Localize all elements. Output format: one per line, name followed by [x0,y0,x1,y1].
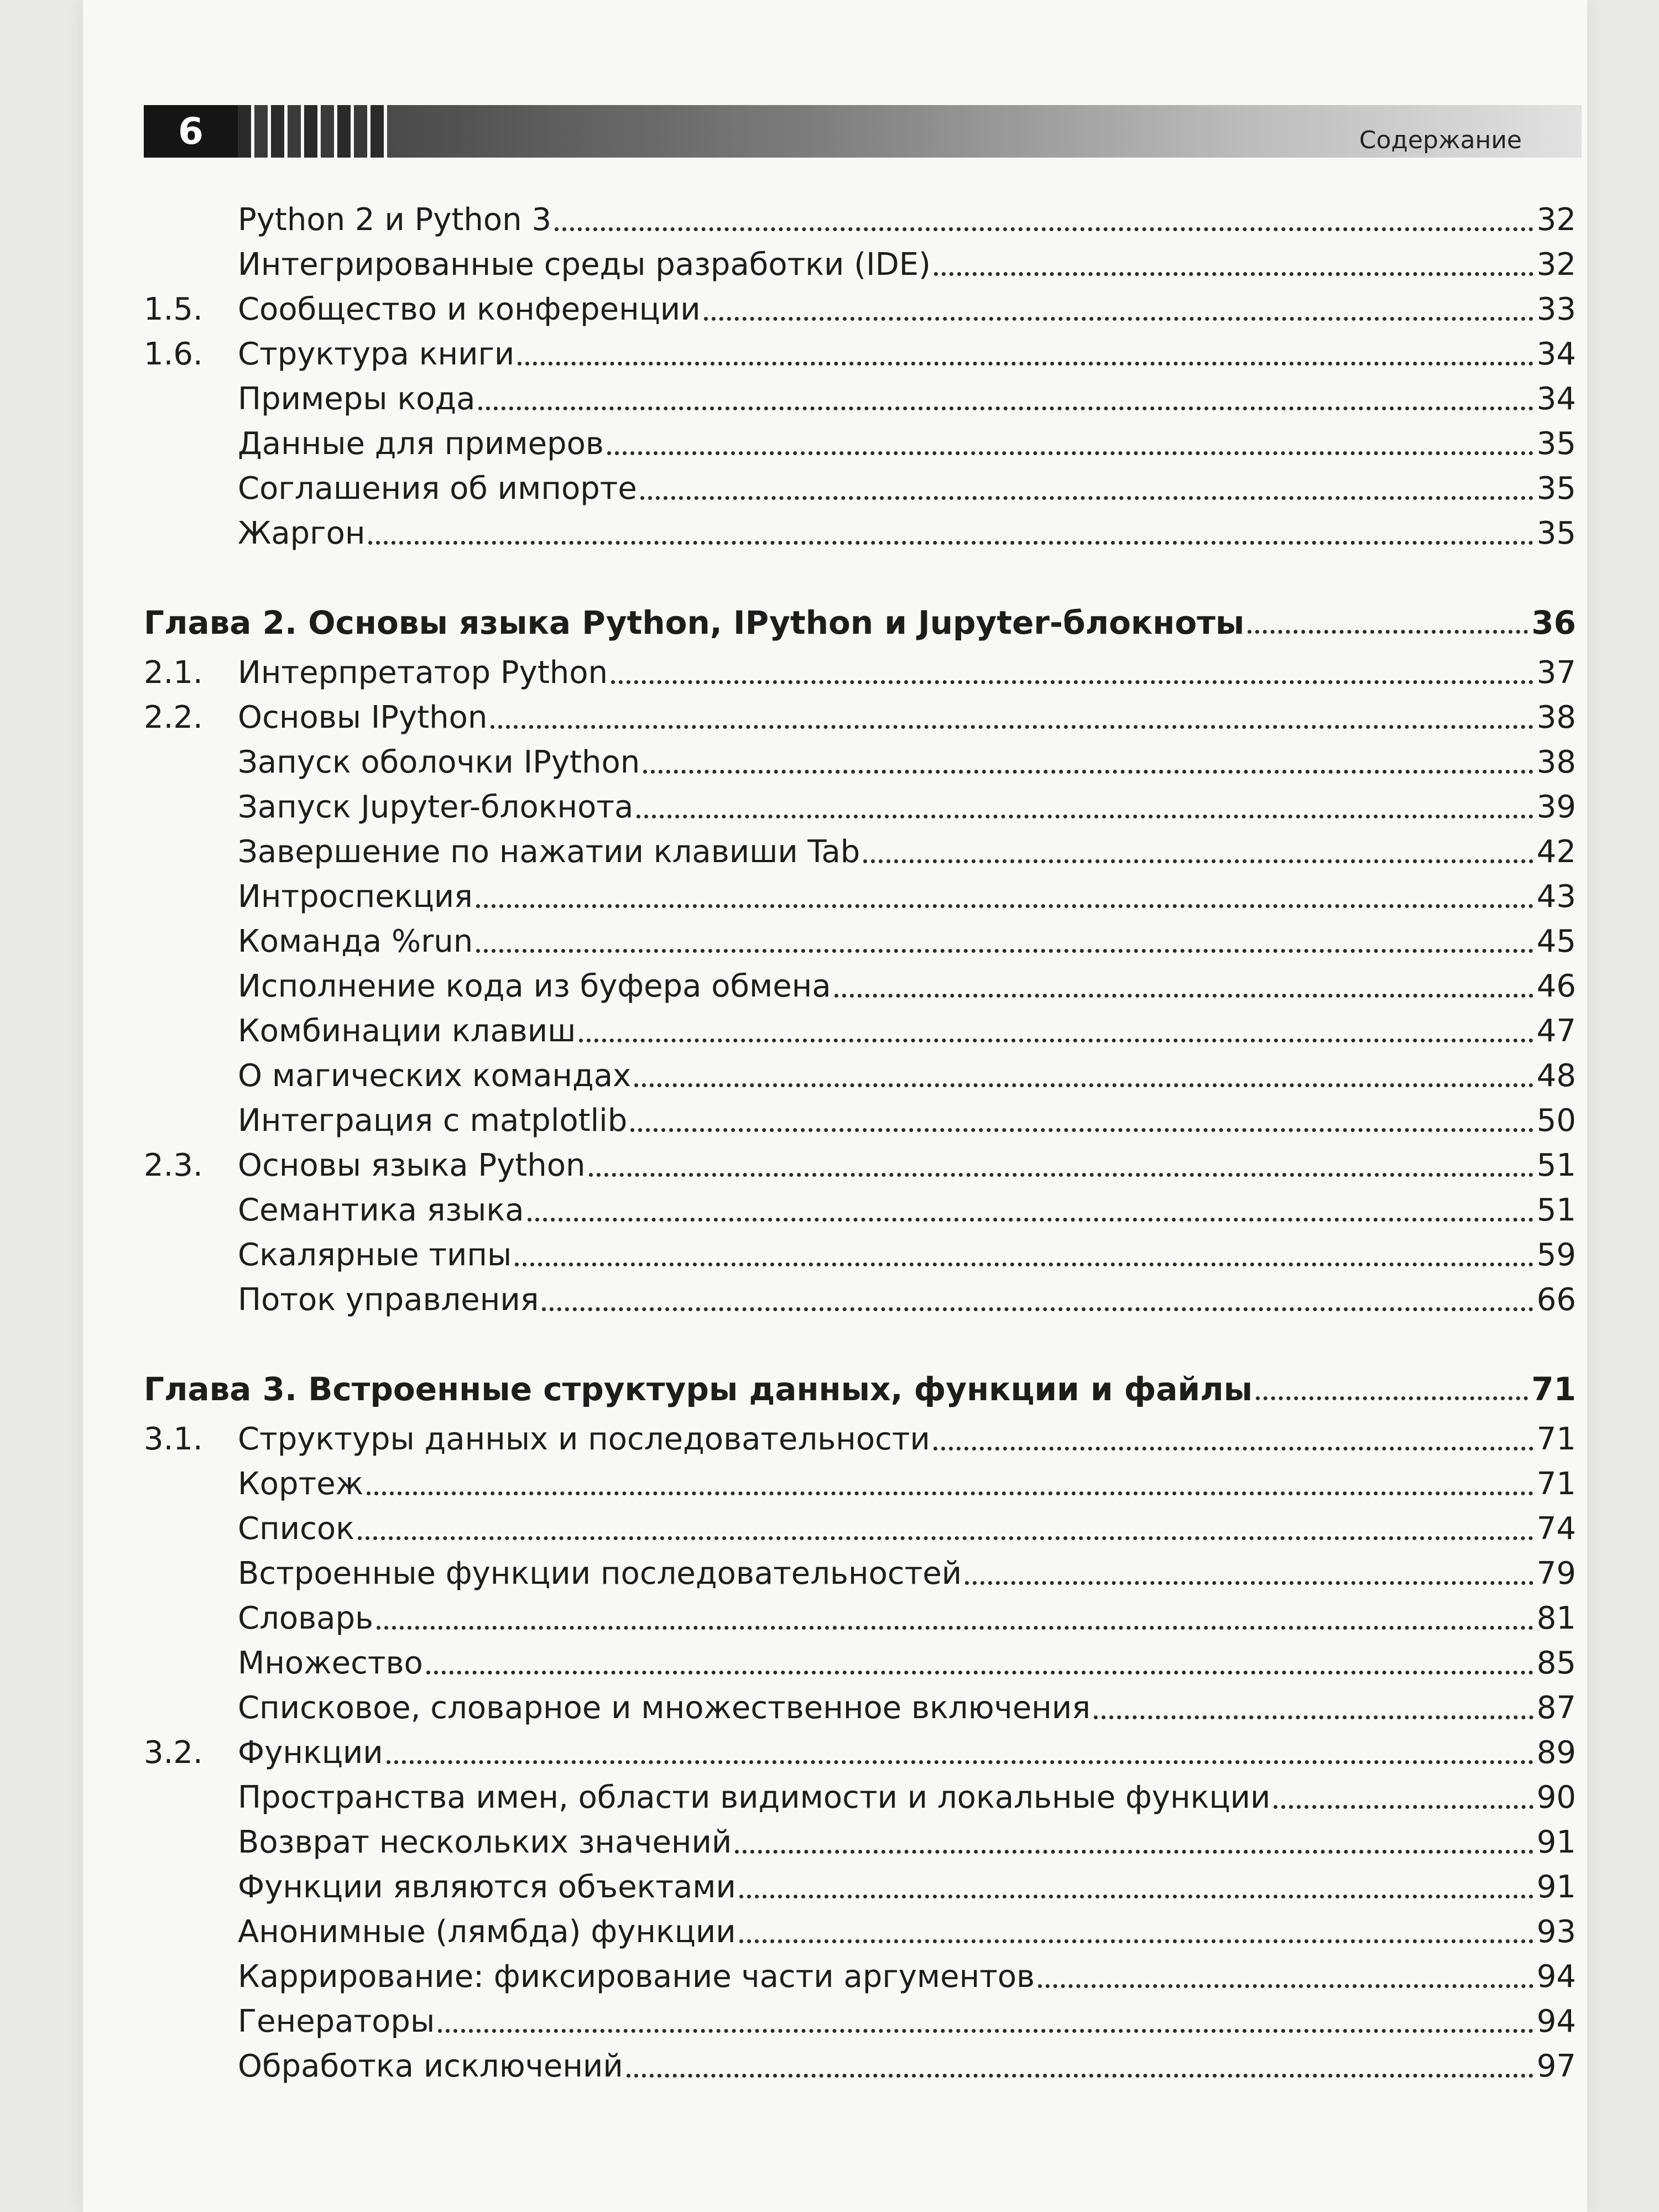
dot-leader [965,1581,1533,1585]
toc-entry-title: Python 2 и Python 3 [238,202,552,238]
toc-row [144,1771,1576,1815]
toc-page-number: 37 [1536,655,1576,691]
dot-leader [1038,1984,1533,1988]
toc-entry-title: Интерпретатор Python [238,655,608,691]
toc-entry-title: Словарь [238,1600,374,1636]
toc-page-number: 71 [1536,1466,1576,1502]
toc-row [144,1592,1576,1636]
toc-row [144,1995,1576,2039]
toc-entry-title: Запуск Jupyter-блокнота [238,789,634,825]
toc-entry-title: Встроенные функции последовательностей [238,1556,962,1592]
toc-row [144,736,1576,780]
dot-leader [476,904,1533,908]
toc-section-number: 2.1. [144,655,203,691]
toc-entry-title: Соглашения об импорте [238,471,637,507]
toc-entry-title: Запуск оболочки IPython [238,744,640,780]
dot-leader [367,1491,1533,1495]
toc-entry-title: Глава 2. Основы языка Python, IPython и Jupyter-блокноты [144,604,1245,641]
toc-page-number: 89 [1536,1735,1576,1771]
toc-entry-title: Списковое, словарное и множественное включения [238,1690,1091,1726]
dot-leader [579,1039,1533,1042]
toc-row [144,1682,1576,1726]
toc-entry-title: Интроспекция [238,879,473,915]
toc-page-number: 35 [1536,471,1576,507]
toc-page-number: 91 [1536,1824,1576,1860]
toc-page-number: 66 [1536,1282,1576,1318]
toc-row [144,1413,1576,1457]
dot-leader [426,1671,1533,1674]
dot-leader [491,725,1533,729]
toc-entry-title: Основы языка Python [238,1147,586,1183]
toc-section-number: 1.6. [144,336,203,372]
toc-page-number: 38 [1536,744,1576,780]
toc-entry-title: Скалярные типы [238,1237,512,1273]
toc-row [144,1184,1576,1228]
toc-entry-title: Комбинации клавиш [238,1013,576,1049]
dot-leader [476,949,1533,953]
page-number: 6 [144,105,238,158]
toc-page-number: 87 [1536,1690,1576,1726]
toc-entry-title: Обработка исключений [238,2048,623,2084]
toc-row [144,1050,1576,1094]
toc-row [144,1861,1576,1905]
toc-row [144,328,1576,372]
toc-row [144,373,1576,417]
toc-page-number: 59 [1536,1237,1576,1273]
dot-leader [735,1850,1533,1854]
toc-entry-title: Интеграция с matplotlib [238,1103,628,1139]
toc-page-number: 51 [1536,1192,1576,1228]
toc-entry-title: Структуры данных и последовательности [238,1421,930,1457]
toc-page-number: 43 [1536,879,1576,915]
toc-page-number: 45 [1536,924,1576,959]
toc-row [144,1816,1576,1860]
toc-page-number: 85 [1536,1645,1576,1681]
toc-page-number: 71 [1531,1370,1576,1408]
toc-page-number: 33 [1536,291,1576,327]
toc-entry-title: Возврат нескольких значений [238,1824,732,1860]
toc-entry-title: Интегрированные среды разработки (IDE) [238,247,931,283]
toc-entry-title: Сообщество и конференции [238,291,701,327]
toc-row [144,418,1576,462]
toc-page-number: 50 [1536,1103,1576,1139]
dot-leader [627,2074,1533,2078]
toc-section-number: 2.2. [144,700,203,735]
toc-entry-title: Множество [238,1645,423,1681]
toc-page-number: 91 [1536,1869,1576,1905]
dot-leader [637,815,1533,818]
toc-page-number: 97 [1536,2048,1576,2084]
dot-leader [1274,1805,1533,1809]
dot-leader [640,496,1533,500]
toc-entry-title: Анонимные (лямбда) функции [238,1914,736,1950]
toc-page-number: 36 [1531,604,1576,641]
toc-page-number: 90 [1536,1780,1576,1815]
toc-entry-title: Команда %run [238,924,473,959]
toc-row [144,1458,1576,1502]
toc-row [144,2040,1576,2084]
dot-leader [1094,1715,1533,1719]
toc-entry-title: Исполнение кода из буфера обмена [238,968,831,1004]
toc-page-number: 35 [1536,515,1576,551]
toc-page-number: 38 [1536,700,1576,735]
toc-entry-title: Семантика языка [238,1192,524,1228]
header-stripes [238,105,387,158]
toc-page-number: 39 [1536,789,1576,825]
toc-row [144,691,1576,735]
toc-row [144,1950,1576,1995]
dot-leader [704,317,1533,321]
toc-row [144,1094,1576,1139]
dot-leader [387,1760,1533,1764]
running-head: Содержание [1359,126,1522,154]
dot-leader [611,680,1533,684]
toc-row [144,283,1576,327]
toc-page-number: 51 [1536,1147,1576,1183]
dot-leader [478,406,1533,410]
toc-section-number: 2.3. [144,1147,203,1183]
dot-leader [358,1536,1533,1540]
toc-chapter-row [144,596,1576,640]
dot-leader [934,272,1533,276]
toc-row [144,1005,1576,1049]
dot-leader [377,1626,1533,1630]
toc-entry-title: Структура книги [238,336,515,372]
toc-row [144,507,1576,551]
dot-leader [933,1447,1533,1451]
dot-leader [739,1939,1533,1943]
toc-row [144,915,1576,959]
toc-entry-title: Данные для примеров [238,426,604,462]
dot-leader [739,1895,1533,1898]
dot-leader [634,1083,1533,1087]
toc-page-number: 34 [1536,336,1576,372]
toc-entry-title: Завершение по нажатии клавиши Tab [238,834,860,870]
toc-row [144,1906,1576,1950]
toc-row [144,1726,1576,1771]
toc-page-number: 32 [1536,247,1576,283]
toc-entry-title: Глава 3. Встроенные структуры данных, функции и файлы [144,1370,1253,1408]
toc-entry-title: О магических командах [238,1058,632,1094]
dot-leader [607,451,1533,455]
dot-leader [834,994,1533,998]
toc-entry-title: Примеры кода [238,381,476,417]
toc-page-number: 74 [1536,1511,1576,1547]
book-page [83,0,1587,2212]
toc-entry-title: Жаргон [238,515,366,551]
toc-row [144,870,1576,915]
dot-leader [1256,1396,1528,1400]
toc-entry-title: Список [238,1511,354,1547]
dot-leader [518,362,1533,366]
toc-entry-title: Кортеж [238,1466,364,1502]
toc-section-number: 1.5. [144,291,203,327]
toc-page-number: 93 [1536,1914,1576,1950]
toc-page-number: 94 [1536,2004,1576,2039]
toc-page-number: 35 [1536,426,1576,462]
toc-row [144,1503,1576,1547]
toc-page-number: 81 [1536,1600,1576,1636]
toc-row [144,960,1576,1004]
toc-row [144,238,1576,283]
toc-page-number: 46 [1536,968,1576,1004]
dot-leader [515,1262,1533,1266]
toc-entry-title: Каррирование: фиксирование части аргументов [238,1959,1035,1995]
toc-entry-title: Поток управления [238,1282,539,1318]
toc-entry-title: Пространства имен, области видимости и локальные функции [238,1780,1271,1815]
toc-entry-title: Функции являются объектами [238,1869,736,1905]
toc-entry-title: Генераторы [238,2004,435,2039]
toc-row [144,1229,1576,1273]
dot-leader [643,770,1533,774]
toc-page-number: 34 [1536,381,1576,417]
toc-page-number: 79 [1536,1556,1576,1592]
toc-row [144,1547,1576,1592]
dot-leader [542,1307,1533,1311]
toc-page-number: 48 [1536,1058,1576,1094]
toc-row [144,646,1576,691]
dot-leader [438,2029,1533,2033]
toc-page-number: 42 [1536,834,1576,870]
toc-chapter-row [144,1363,1576,1407]
toc-row [144,194,1576,238]
dot-leader [555,227,1533,231]
toc-page-number: 47 [1536,1013,1576,1049]
dot-leader [368,541,1533,545]
toc-page-number: 94 [1536,1959,1576,1995]
toc-row [144,1274,1576,1318]
toc-page-number: 71 [1536,1421,1576,1457]
dot-leader [1248,630,1528,634]
toc-section-number: 3.1. [144,1421,203,1457]
toc-row [144,781,1576,825]
dot-leader [630,1128,1533,1132]
toc-row [144,1637,1576,1681]
toc-entry-title: Функции [238,1735,383,1771]
toc-row [144,826,1576,870]
toc-row [144,462,1576,507]
dot-leader [528,1218,1533,1222]
toc-row [144,1139,1576,1183]
toc-page-number: 32 [1536,202,1576,238]
toc-entry-title: Основы IPython [238,700,488,735]
dot-leader [589,1173,1533,1177]
dot-leader [863,859,1533,863]
toc-section-number: 3.2. [144,1735,203,1771]
